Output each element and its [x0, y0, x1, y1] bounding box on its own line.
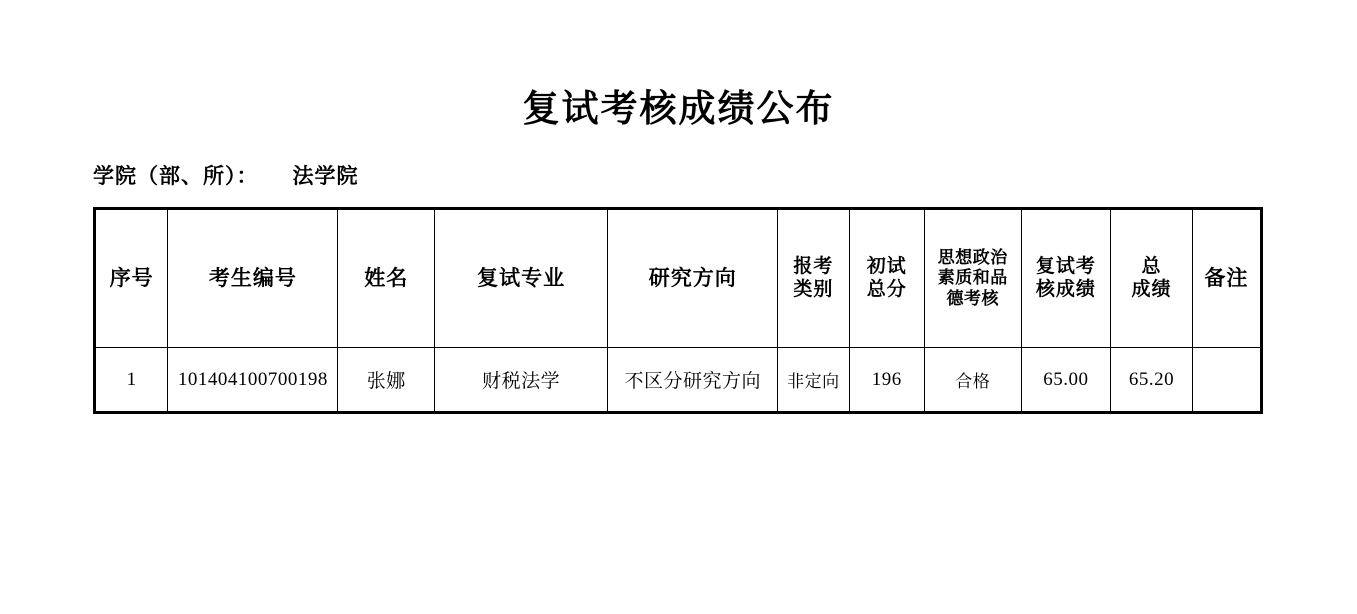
- header-remark: 备注: [1192, 209, 1261, 348]
- header-index: 序号: [95, 209, 168, 348]
- header-direction: 研究方向: [608, 209, 778, 348]
- cell-apply-type: 非定向: [778, 348, 849, 413]
- header-prelim-score: [849, 209, 924, 348]
- page-title: 复试考核成绩公布: [522, 89, 835, 130]
- header-moral-line2: 素质和品: [937, 268, 1008, 288]
- department-line: [0, 160, 1357, 190]
- cell-major: 财税法学: [435, 348, 608, 413]
- header-retest-line2: 核成绩: [1035, 278, 1096, 300]
- header-major: 复试专业: [435, 209, 608, 348]
- header-total-score: [1111, 209, 1192, 348]
- header-total-line1: 总: [1141, 256, 1162, 278]
- cell-remark: [1192, 348, 1261, 413]
- cell-direction: 不区分研究方向: [608, 348, 778, 413]
- header-retest-score: [1021, 209, 1111, 348]
- header-moral-line1: 思想政治: [937, 248, 1008, 268]
- header-apply-type-line1: 报考: [793, 256, 834, 278]
- header-name: 姓名: [338, 209, 435, 348]
- table-row: [95, 348, 1262, 413]
- header-candidate-id: 考生编号: [168, 209, 338, 348]
- cell-name: 张娜: [338, 348, 435, 413]
- header-prelim-score-line1: 初试: [866, 256, 907, 278]
- cell-candidate-id: 101404100700198: [168, 348, 338, 413]
- header-moral-assessment: [924, 209, 1021, 348]
- table-header-row: [95, 209, 1262, 348]
- cell-total-score: 65.20: [1111, 348, 1192, 413]
- grades-table-wrapper: [0, 207, 1357, 414]
- header-retest-line1: 复试考: [1035, 256, 1096, 278]
- department-label: 学院（部、所）：: [93, 164, 259, 188]
- department-value: 法学院: [292, 164, 359, 188]
- header-moral-line3: 德考核: [946, 288, 999, 308]
- cell-retest-score: 65.00: [1021, 348, 1111, 413]
- header-apply-type-line2: 类别: [793, 278, 834, 300]
- cell-moral: 合格: [924, 348, 1021, 413]
- header-prelim-score-line2: 总分: [866, 278, 907, 300]
- cell-prelim-score: 196: [849, 348, 924, 413]
- header-total-line2: 成绩: [1131, 278, 1172, 300]
- cell-index: 1: [95, 348, 168, 413]
- grades-table: [93, 207, 1263, 414]
- header-apply-type: [778, 209, 849, 348]
